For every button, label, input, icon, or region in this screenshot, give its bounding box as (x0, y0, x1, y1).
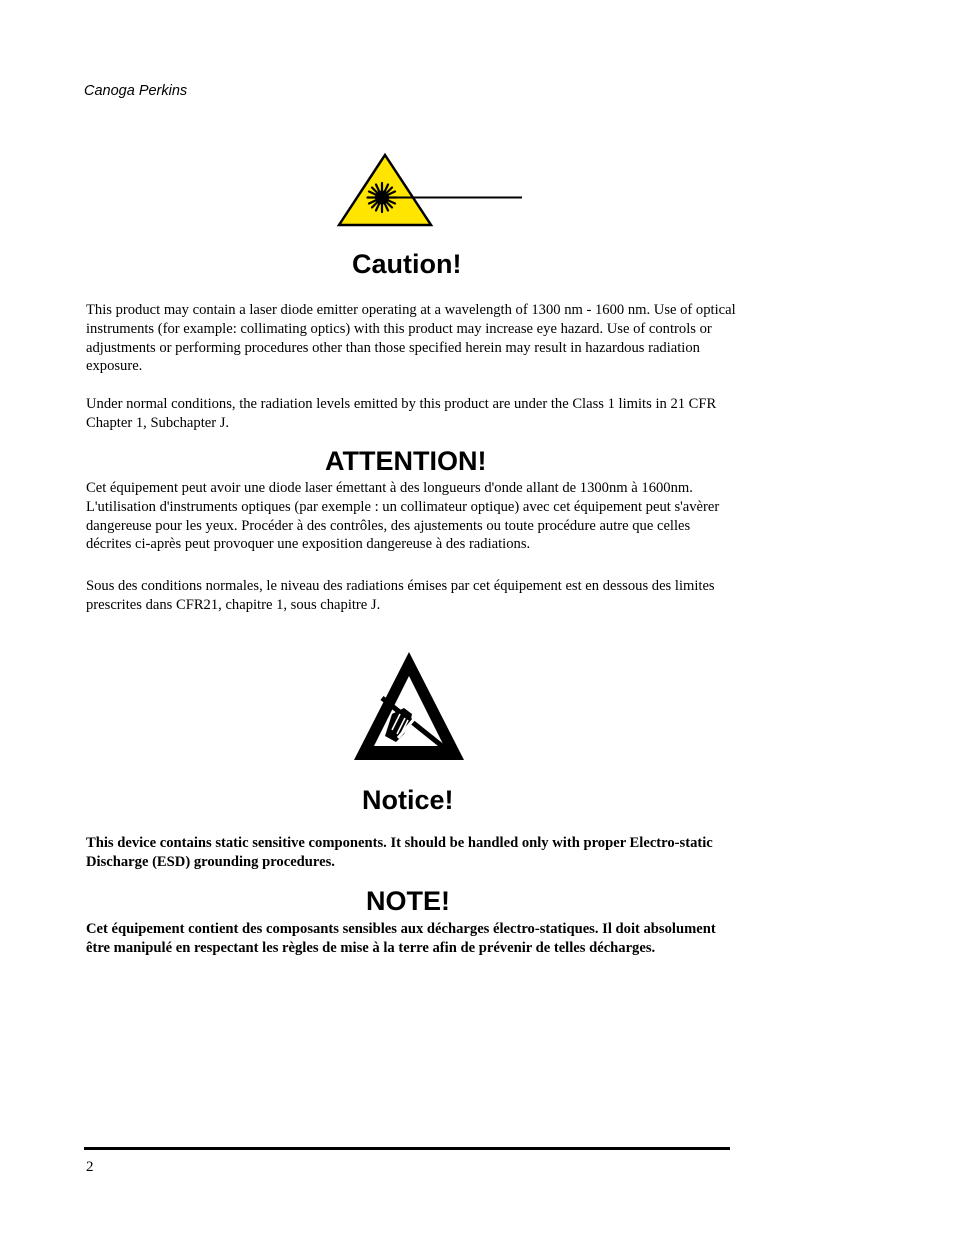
note-paragraph: Cet équipement contient des composants sensibles aux décharges électro-statiques. Il doit absolument être manipulé en respectant les règles de mise à la terre afin de prévenir de telles décharges. (86, 921, 716, 956)
laser-warning-icon (336, 152, 526, 228)
notice-heading: Notice! (362, 785, 454, 815)
note-heading: NOTE! (366, 886, 450, 916)
notice-paragraph: This device contains static sensitive components. It should be handled only with proper Electro-static Discharge (ESD) grounding procedures. (86, 835, 713, 870)
caution-paragraph-1: This product may contain a laser diode emitter operating at a wavelength of 1300 nm - 1600 nm. Use of optical instruments (for example: collimating optics) with this product may increase eye hazard. Use of controls or adjustments or performing procedures other than those specified herein may result in hazardous radiation exposure. (86, 302, 736, 375)
caution-heading: Caution! (352, 249, 462, 279)
page-number: 2 (86, 1159, 94, 1175)
caution-paragraph-2: Under normal conditions, the radiation levels emitted by this product are under the Class 1 limits in 21 CFR Chapter 1, Subchapter J. (86, 396, 717, 431)
footer-rule (84, 1147, 730, 1150)
attention-paragraph-1: Cet équipement peut avoir une diode laser émettant à des longueurs d'onde allant de 1300nm à 1600nm. L'utilisation d'instruments optiques (par exemple : un collimateur optique) avec cet équipement peut s'avèrer dangereuse pour les yeux. Procéder à des contrôles, des ajustements ou toute procédure autre que celles décrites ci-après peut provoquer une exposition dangereuse à des radiations. (86, 480, 720, 553)
attention-paragraph-2: Sous des conditions normales, le niveau des radiations émises par cet équipement est en dessous des limites prescrites dans CFR21, chapitre 1, sous chapitre J. (86, 578, 715, 613)
attention-heading: ATTENTION! (325, 446, 487, 476)
running-header: Canoga Perkins (84, 83, 188, 99)
esd-warning-icon (352, 650, 466, 762)
